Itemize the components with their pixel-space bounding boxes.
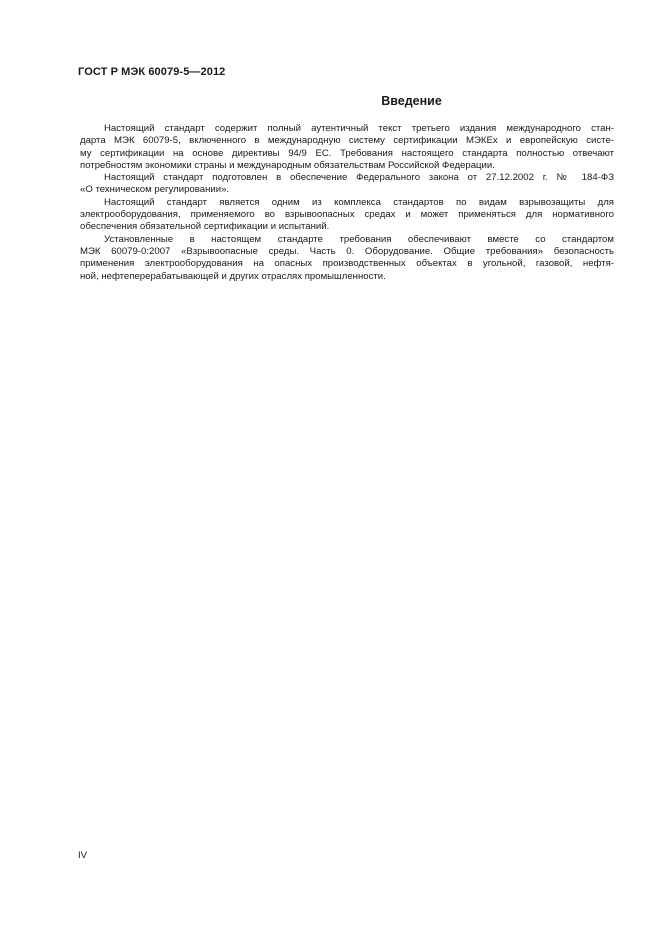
section-title: Введение [381, 94, 442, 108]
text-line: Настоящий стандарт подготовлен в обеспечение Федерального закона от 27.12.2002 г. № 184-ФЗ [104, 172, 614, 184]
paragraph-intro [80, 123, 614, 172]
text-line: Настоящий стандарт является одним из комплекса стандартов по видам взрывозащиты для [104, 196, 614, 208]
text-line: потребностям экономики страны и международным обязательствам Российской Федерации. [80, 159, 495, 171]
text-line: му сертификации на основе директивы 94/9 ЕС. Требования настоящего стандарта полностью отвечают [80, 147, 614, 159]
text-line: ной, нефтеперерабатывающей и других отраслях промышленности. [80, 270, 386, 282]
text-line: дарта МЭК 60079-5, включенного в международную систему сертификации МЭКЕх и европейскую систе- [80, 135, 614, 147]
text-line: обеспечения обязательной сертификации и испытаний. [80, 221, 330, 233]
document-body [80, 123, 614, 283]
standard-code-header: ГОСТ Р МЭК 60079-5—2012 [78, 66, 226, 78]
text-line: применения электрооборудования на опасных производственных объектах в угольной, газовой, нефтя- [80, 258, 614, 270]
paragraph-federal-law [80, 172, 614, 197]
text-line: Настоящий стандарт содержит полный аутентичный текст третьего издания международного стан- [104, 123, 614, 134]
text-line: электрооборудования, применяемого во взрывоопасных средах и может применяться для нормативного [80, 209, 614, 221]
paragraph-requirements [80, 234, 614, 283]
text-line: МЭК 60079-0:2007 «Взрывоопасные среды. Часть 0. Оборудование. Общие требования» безопасность [80, 245, 614, 257]
text-line: Установленные в настоящем стандарте требования обеспечивают вместе со стандартом [104, 233, 614, 245]
text-line: «О техническом регулировании». [80, 184, 230, 196]
page-number: IV [78, 850, 88, 861]
paragraph-explosion-protection [80, 197, 614, 234]
